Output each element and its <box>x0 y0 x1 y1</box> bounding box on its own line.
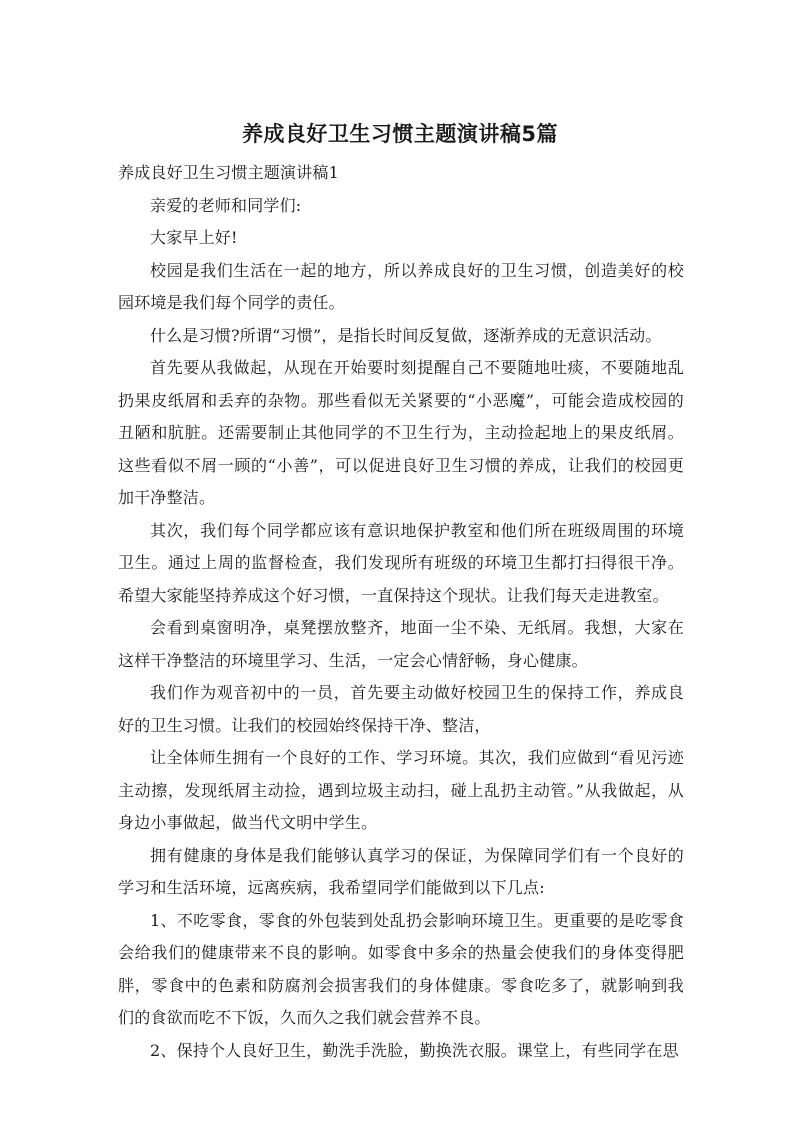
paragraph-salutation: 大家早上好! <box>150 228 238 247</box>
section-heading: 养成良好卫生习惯主题演讲稿1 <box>118 163 339 182</box>
paragraph: 校园是我们生活在一起的地方，所以养成良好的卫生习惯，创造美好的校园环境是我们每个同学的责任。 <box>118 260 684 312</box>
paragraph: 我们作为观音初中的一员，首先要主动做好校园卫生的保持工作，养成良好的卫生习惯。让我们的校园始终保持干净、整洁， <box>118 683 684 735</box>
document-body <box>118 157 684 1067</box>
paragraph: 其次，我们每个同学都应该有意识地保护教室和他们所在班级周围的环境卫生。通过上周的监督检查，我们发现所有班级的环境卫生都打扫得很干净。希望大家能坚持养成这个好习惯，一直保持这个现状。让我们每天走进教室。 <box>118 520 684 605</box>
paragraph: 会看到桌窗明净，桌凳摆放整齐，地面一尘不染、无纸屑。我想，大家在这样干净整洁的环境里学习、生活，一定会心情舒畅，身心健康。 <box>118 618 684 670</box>
paragraph-list-item: 1、不吃零食，零食的外包装到处乱扔会影响环境卫生。更重要的是吃零食会给我们的健康带来不良的影响。如零食中多余的热量会使我们的身体变得肥胖，零食中的色素和防腐剂会损害我们的身体健康。零食吃多了，就影响到我们的食欲而吃不下饭，久而久之我们就会营养不良。 <box>118 910 684 1027</box>
paragraph: 让全体师生拥有一个良好的工作、学习环境。其次，我们应做到“看见污迹主动擦，发现纸屑主动捡，遇到垃圾主动扫，碰上乱扔主动管。”从我做起，从身边小事做起，做当代文明中学生。 <box>118 748 684 832</box>
paragraph: 拥有健康的身体是我们能够认真学习的保证，为保障同学们有一个良好的学习和生活环境，远离疾病，我希望同学们能做到以下几点: <box>118 845 684 897</box>
paragraph: 什么是习惯?所谓“习惯”，是指长时间反复做，逐渐养成的无意识活动。 <box>150 325 662 345</box>
document-title: 养成良好卫生习惯主题演讲稿5篇 <box>241 122 559 146</box>
paragraph: 首先要从我做起，从现在开始要时刻提醒自己不要随地吐痰，不要随地乱扔果皮纸屑和丢弃的杂物。那些看似无关紧要的“小恶魔”，可能会造成校园的丑陋和肮脏。还需要制止其他同学的不卫生行为，主动捡起地上的果皮纸屑。这些看似不屑一顾的“小善”，可以促进良好卫生习惯的养成，让我们的校园更加干净整洁。 <box>118 358 684 507</box>
paragraph-greeting: 亲爱的老师和同学们: <box>150 195 302 215</box>
paragraph-list-item: 2、保持个人良好卫生，勤洗手洗脸，勤换洗衣服。课堂上，有些同学在思 <box>150 1040 679 1060</box>
